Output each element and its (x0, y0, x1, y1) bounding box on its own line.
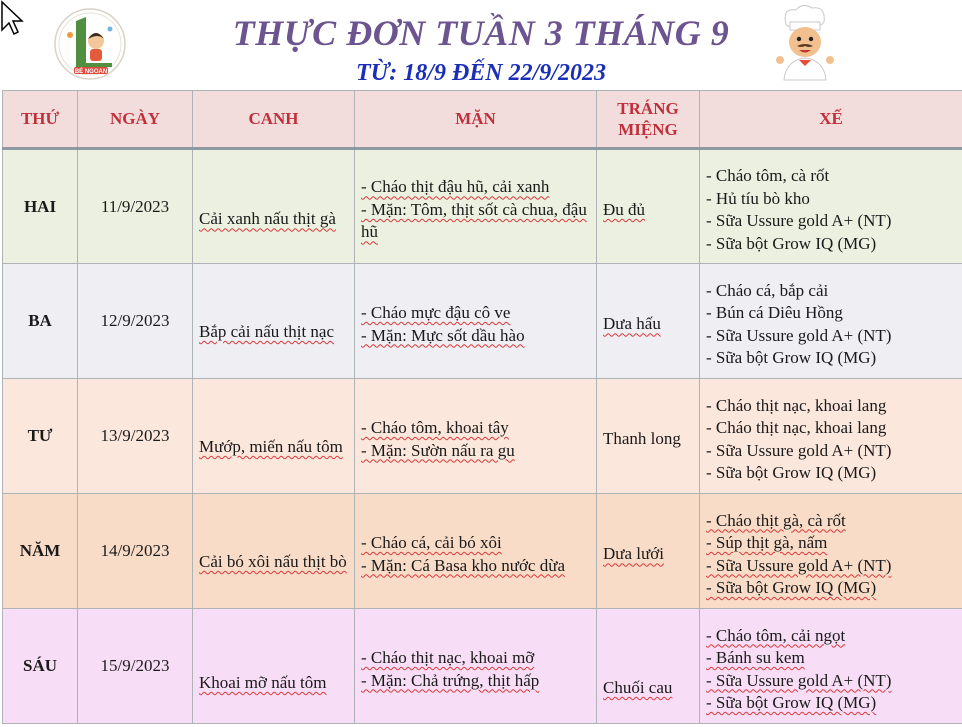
xe-line: - Cháo thịt nạc, khoai lang (706, 395, 887, 415)
xe-line: - Cháo thịt gà, cà rốt (706, 510, 846, 530)
cell-xe (700, 494, 962, 609)
col-header-ngay: NGÀY (78, 91, 193, 149)
cell-xe (700, 264, 962, 379)
cell-ngay: 11/9/2023 (78, 149, 193, 264)
cell-thu: HAI (3, 149, 78, 264)
xe-line: - Sữa Ussure gold A+ (NT) (706, 555, 892, 575)
cell-xe (700, 149, 962, 264)
cell-trang-mieng (597, 264, 700, 379)
cell-canh (193, 609, 355, 724)
col-header-man: MẶN (355, 91, 597, 149)
cell-man (355, 264, 597, 379)
canh-text: Mướp, miến nấu tôm (199, 436, 343, 456)
xe-line: - Cháo tôm, cải ngọt (706, 625, 846, 645)
trang-mieng-text: Đu đủ (603, 199, 646, 219)
col-header-canh: CANH (193, 91, 355, 149)
cell-trang-mieng (597, 609, 700, 724)
col-header-trang-mieng-line2: MIỆNG (618, 120, 678, 139)
xe-line: - Cháo cá, bắp cải (706, 280, 829, 300)
xe-line: - Sữa Ussure gold A+ (NT) (706, 670, 892, 690)
table-row (3, 264, 962, 379)
col-header-trang-mieng (597, 91, 700, 149)
xe-line: - Bánh su kem (706, 648, 805, 667)
man-line: - Mặn: Mực sốt dầu hào (361, 325, 525, 345)
xe-line: - Súp thịt gà, nấm (706, 533, 828, 552)
cell-ngay: 13/9/2023 (78, 379, 193, 494)
table-row (3, 494, 962, 609)
man-line: - Cháo thịt đậu hũ, cải xanh (361, 177, 550, 197)
cell-trang-mieng (597, 379, 700, 494)
cell-ngay: 15/9/2023 (78, 609, 193, 724)
page-subtitle: TỪ: 18/9 ĐẾN 22/9/2023 (356, 60, 606, 86)
man-line: - Mặn: Chả trứng, thịt hấp (361, 670, 540, 690)
man-line: - Cháo mực đậu cô ve (361, 303, 511, 322)
cell-trang-mieng (597, 149, 700, 264)
xe-line: - Sữa Ussure gold A+ (NT) (706, 440, 892, 460)
xe-line: - Cháo tôm, cà rốt (706, 166, 830, 185)
cell-ngay: 14/9/2023 (78, 494, 193, 609)
menu-table (2, 90, 962, 724)
cell-ngay: 12/9/2023 (78, 264, 193, 379)
trang-mieng-text: Dưa hấu (603, 314, 661, 334)
cell-trang-mieng (597, 494, 700, 609)
xe-line: - Bún cá Diêu Hồng (706, 303, 843, 322)
page-title: THỰC ĐƠN TUẦN 3 THÁNG 9 (232, 13, 730, 53)
trang-mieng-text: Chuối cau (603, 677, 673, 697)
cell-man (355, 494, 597, 609)
cell-man (355, 609, 597, 724)
cell-man (355, 149, 597, 264)
trang-mieng-text: Thanh long (603, 429, 681, 449)
xe-line: - Sữa bột Grow IQ (MG) (706, 348, 877, 367)
xe-line: - Sữa Ussure gold A+ (NT) (706, 325, 892, 345)
xe-line: - Sữa bột Grow IQ (MG) (706, 693, 877, 712)
table-row (3, 609, 962, 724)
cell-canh (193, 494, 355, 609)
cell-thu: BA (3, 264, 78, 379)
col-header-xe: XẾ (700, 91, 962, 149)
man-line: - Mặn: Sườn nấu ra gu (361, 440, 515, 460)
canh-text: Khoai mỡ nấu tôm (199, 672, 327, 692)
man-line: - Mặn: Cá Basa kho nước dừa (361, 555, 565, 575)
xe-line: - Cháo thịt nạc, khoai lang (706, 418, 887, 437)
cell-canh (193, 264, 355, 379)
cell-thu: TƯ (3, 379, 78, 494)
canh-text: Bắp cải nấu thịt nạc (199, 321, 335, 341)
cell-canh (193, 379, 355, 494)
xe-line: - Sữa bột Grow IQ (MG) (706, 463, 877, 482)
cell-xe (700, 609, 962, 724)
canh-text: Cải xanh nấu thịt gà (199, 209, 336, 229)
table-header-row (3, 91, 962, 149)
cell-thu: SÁU (3, 609, 78, 724)
man-line: - Cháo thịt nạc, khoai mỡ (361, 648, 535, 667)
table-row (3, 149, 962, 264)
col-header-trang-mieng-line1: TRÁNG (617, 99, 679, 118)
svg-text:BÉ NGOAN: BÉ NGOAN (74, 69, 108, 75)
xe-line: - Sữa Ussure gold A+ (NT) (706, 211, 892, 230)
cell-man (355, 379, 597, 494)
man-line: - Cháo tôm, khoai tây (361, 418, 509, 437)
canh-text: Cải bó xôi nấu thịt bò (199, 551, 347, 571)
table-row (3, 379, 962, 494)
xe-line: - Sữa bột Grow IQ (MG) (706, 233, 877, 253)
man-line: - Cháo cá, cải bó xôi (361, 533, 502, 552)
man-line: - Mặn: Tôm, thịt sốt cà chua, đậu hũ (361, 199, 587, 242)
cell-xe (700, 379, 962, 494)
xe-line: - Sữa bột Grow IQ (MG) (706, 578, 877, 597)
trang-mieng-text: Dưa lưới (603, 544, 664, 564)
cell-canh (193, 149, 355, 264)
cell-thu: NĂM (3, 494, 78, 609)
col-header-thu: THỨ (3, 91, 78, 149)
xe-line: - Hủ tíu bò kho (706, 188, 810, 208)
